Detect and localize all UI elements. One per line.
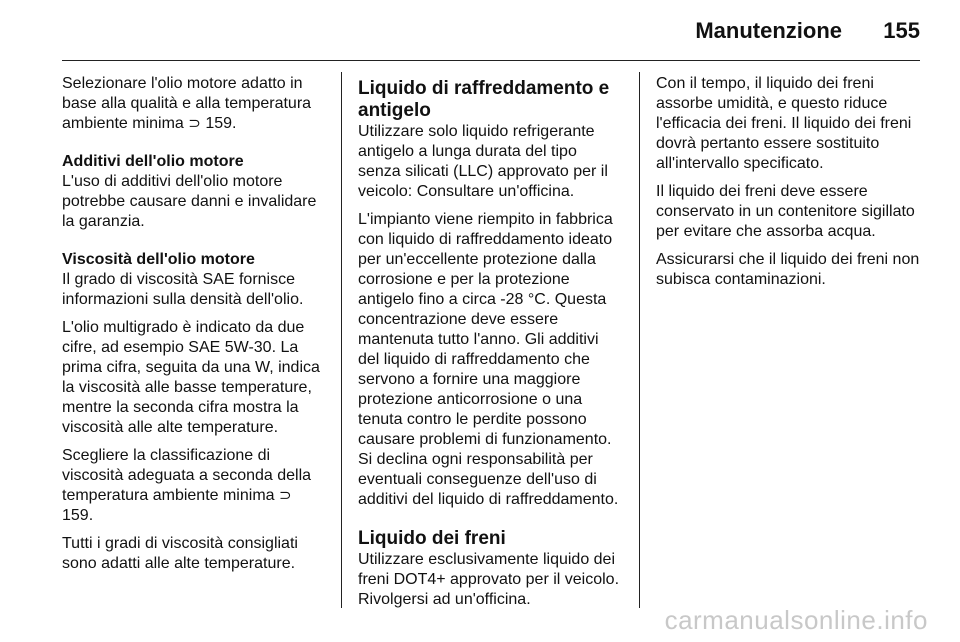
page-number: 155 <box>883 18 920 43</box>
viscosity-text-2: L'olio multigrado è indicato da due cifre, ad esempio SAE 5W-30. La prima cifra, seguita da una W, indica la viscosità alle basse temperature, mentre la seconda cifra mostra la viscosità alle alte temperature. <box>62 319 320 436</box>
column-left <box>62 74 326 582</box>
viscosity-heading: Viscosità dell'olio motore <box>62 251 255 268</box>
column-right <box>656 74 920 298</box>
coolant-heading: Liquido di raffreddamento e antigelo <box>358 78 610 121</box>
intro-paragraph <box>62 74 326 134</box>
header-title: Manutenzione <box>695 18 842 43</box>
additives-text: L'uso di additivi dell'olio motore potrebbe causare danni e invalidare la garanzia. <box>62 173 317 230</box>
viscosity-page-ref[interactable]: 159. <box>62 507 94 524</box>
viscosity-text-4: Tutti i gradi di viscosità consigliati sono adatti alle alte temperature. <box>62 535 298 572</box>
brake-fluid-text-1: Utilizzare esclusivamente liquido dei freni DOT4+ approvato per il veicolo. Rivolgersi ad un'officina. <box>358 551 620 608</box>
column-divider-right <box>639 72 640 608</box>
additives-section <box>62 152 326 232</box>
viscosity-section <box>62 250 326 310</box>
intro-text: Selezionare l'olio motore adatto in base alla qualità e alla temperatura ambiente minima <box>62 75 312 132</box>
page-reference-arrow-icon: ⊃ <box>278 487 292 504</box>
brake-fluid-text-3: Il liquido dei freni deve essere conservato in un contenitore sigillato per evitare che assorba acqua. <box>656 183 915 240</box>
additives-heading: Additivi dell'olio motore <box>62 153 244 170</box>
column-divider-left <box>341 72 342 608</box>
intro-page-ref[interactable]: 159. <box>205 115 237 132</box>
header-rule <box>62 60 920 61</box>
viscosity-text-1: Il grado di viscosità SAE fornisce informazioni sulla densità dell'olio. <box>62 271 304 308</box>
viscosity-text-3: Scegliere la classificazione di viscosità adeguata a seconda della temperatura ambiente minima <box>62 447 312 504</box>
brake-fluid-text-2: Con il tempo, il liquido dei freni assorbe umidità, e questo riduce l'efficacia dei freni. Il liquido dei freni dovrà pertanto essere sostituito all'intervallo specificato. <box>656 75 912 172</box>
column-middle <box>358 78 622 618</box>
viscosity-paragraph-3 <box>62 446 326 526</box>
watermark: carmanualsonline.info <box>664 605 928 635</box>
coolant-text-1: Utilizzare solo liquido refrigerante antigelo a lunga durata del tipo senza silicati (LLC) approvato per il veicolo: Consultare un'officina. <box>358 123 608 200</box>
page-reference-arrow-icon: ⊃ <box>188 115 201 132</box>
brake-fluid-text-4: Assicurarsi che il liquido dei freni non subisca contaminazioni. <box>656 251 920 288</box>
coolant-text-2: L'impianto viene riempito in fabbrica con liquido di raffreddamento ideato per un'eccellente protezione dalla corrosione e per la protezione antigelo fino a circa -28 °C. Questa concentrazione deve essere mantenuta tutto l'anno. Gli additivi del liquido di raffreddamento che servono a fornire una maggiore protezione anticorrosione o una tenuta contro le perdite possono causare problemi di funzionamento. Si declina ogni responsabilità per eventuali conseguenze dell'uso di additivi del liquido di raffreddamento. <box>358 211 619 508</box>
brake-fluid-heading: Liquido dei freni <box>358 528 506 549</box>
